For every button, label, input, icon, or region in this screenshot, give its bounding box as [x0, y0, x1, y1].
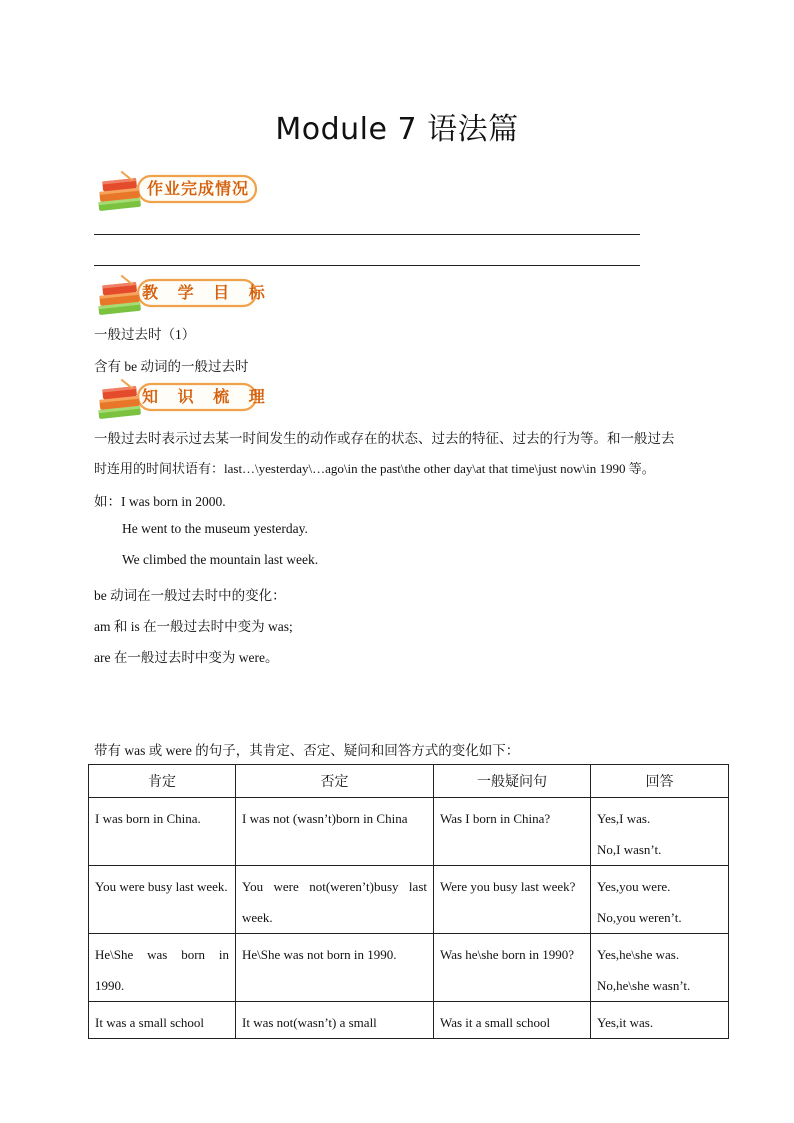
grammar-table	[88, 764, 729, 1039]
answer-no: No,I wasn’t.	[597, 842, 662, 857]
cell-answer	[591, 866, 729, 934]
intro-line-2: 时连用的时间状语有：last…\yesterday\…ago\in the past\the other day\at that time\just now\in 1990 等。	[94, 461, 655, 476]
cell-positive: It was a small school	[89, 1002, 236, 1039]
header-answer: 回答	[591, 765, 729, 798]
section-badge-goals	[94, 274, 272, 318]
goal-line-2: 含有 be 动词的一般过去时	[94, 359, 249, 374]
answer-yes: Yes,it was.	[597, 1015, 654, 1030]
table-row	[89, 1002, 729, 1039]
section-badge-knowledge	[94, 378, 272, 422]
cell-answer	[591, 798, 729, 866]
cell-positive: I was born in China.	[89, 798, 236, 866]
homework-line-1	[94, 234, 640, 235]
cell-positive: He\She was born in 1990.	[89, 934, 236, 1002]
cell-negative: You were not(weren’t)busy last week.	[236, 866, 434, 934]
section-title-homework: 作业完成情况	[146, 179, 249, 198]
table-intro: 带有 was 或 were 的句子，其肯定、否定、疑问和回答方式的变化如下：	[94, 743, 520, 758]
are-rule: are 在一般过去时中变为 were。	[94, 650, 279, 665]
example-line-1: 如：I was born in 2000.	[94, 494, 226, 509]
answer-yes: Yes,he\she was.	[597, 947, 680, 962]
cell-positive: You were busy last week.	[89, 866, 236, 934]
example-line-3: We climbed the mountain last week.	[122, 552, 319, 567]
page-title: Module 7 语法篇	[275, 112, 519, 147]
be-change-heading: be 动词在一般过去时中的变化：	[94, 588, 286, 603]
table-row	[89, 798, 729, 866]
table-row	[89, 934, 729, 1002]
cell-negative: I was not (wasn’t)born in China	[236, 798, 434, 866]
section-title-goals: 教 学 目 标	[142, 283, 272, 302]
homework-line-2	[94, 265, 640, 266]
answer-yes: Yes,you were.	[597, 879, 671, 894]
intro-line-1: 一般过去时表示过去某一时间发生的动作或存在的状态、过去的特征、过去的行为等。和一般过去	[94, 431, 675, 446]
answer-no: No,he\she wasn’t.	[597, 978, 691, 993]
cell-answer	[591, 934, 729, 1002]
cell-negative: He\She was not born in 1990.	[236, 934, 434, 1002]
header-negative: 否定	[236, 765, 434, 798]
cell-negative: It was not(wasn’t) a small	[236, 1002, 434, 1039]
am-is-rule: am 和 is 在一般过去时中变为 was;	[94, 619, 293, 634]
table-row	[89, 866, 729, 934]
cell-question: Was I born in China?	[434, 798, 591, 866]
example-line-2: He went to the museum yesterday.	[122, 521, 308, 536]
section-badge-homework	[94, 170, 264, 214]
answer-no: No,you weren’t.	[597, 910, 682, 925]
answer-yes: Yes,I was.	[597, 811, 651, 826]
header-positive: 肯定	[89, 765, 236, 798]
table-header-row	[89, 765, 729, 798]
cell-question: Was he\she born in 1990?	[434, 934, 591, 1002]
cell-answer	[591, 1002, 729, 1039]
section-title-knowledge: 知 识 梳 理	[142, 387, 272, 406]
cell-question: Were you busy last week?	[434, 866, 591, 934]
cell-question: Was it a small school	[434, 1002, 591, 1039]
goal-line-1: 一般过去时（1）	[94, 327, 196, 342]
header-question: 一般疑问句	[434, 765, 591, 798]
